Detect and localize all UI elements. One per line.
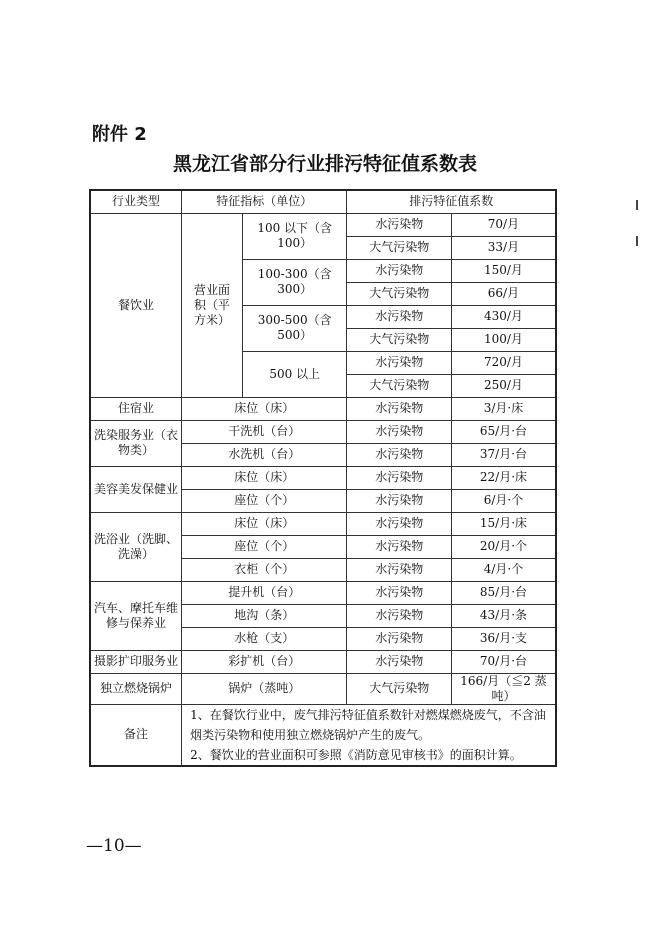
value-cell: 250/月 xyxy=(451,374,556,397)
value-cell: 70/月·台 xyxy=(451,650,556,673)
pollutant-cell: 水污染物 xyxy=(347,305,451,328)
pollutant-cell: 水污染物 xyxy=(347,213,451,236)
pollutant-cell: 大气污染物 xyxy=(347,236,451,259)
indicator-cell: 床位（床） xyxy=(182,397,347,420)
page-number: —10— xyxy=(86,836,142,856)
attachment-label: 附件 2 xyxy=(92,124,147,145)
indicator-cell: 床位（床） xyxy=(182,466,347,489)
value-cell: 6/月·个 xyxy=(451,489,556,512)
value-cell: 4/月·个 xyxy=(451,558,556,581)
note-label: 备注 xyxy=(90,704,182,766)
pollutant-cell: 水污染物 xyxy=(347,604,451,627)
indicator-cell: 锅炉（蒸吨） xyxy=(182,673,347,704)
table-row xyxy=(90,512,556,535)
value-cell: 43/月·条 xyxy=(451,604,556,627)
pollutant-cell: 水污染物 xyxy=(347,443,451,466)
pollutant-cell: 水污染物 xyxy=(347,512,451,535)
note-line-2: 2、餐饮业的营业面积可参照《消防意见审核书》的面积计算。 xyxy=(190,747,522,762)
indicator-cell: 地沟（条） xyxy=(182,604,347,627)
industry-auto: 汽车、摩托车维修与保养业 xyxy=(90,581,182,650)
indicator-cell: 床位（床） xyxy=(182,512,347,535)
header-row xyxy=(90,190,556,213)
indicator-cell: 座位（个） xyxy=(182,489,347,512)
area-label: 营业面积（平方米） xyxy=(182,213,243,397)
value-cell: 70/月 xyxy=(451,213,556,236)
value-cell: 20/月·个 xyxy=(451,535,556,558)
pollutant-cell: 水污染物 xyxy=(347,535,451,558)
pollutant-cell: 水污染物 xyxy=(347,558,451,581)
value-cell: 15/月·床 xyxy=(451,512,556,535)
indicator-cell: 水洗机（台） xyxy=(182,443,347,466)
pollutant-cell: 水污染物 xyxy=(347,627,451,650)
value-cell: 66/月 xyxy=(451,282,556,305)
value-cell: 166/月（≦2 蒸吨） xyxy=(451,673,556,704)
value-cell: 37/月·台 xyxy=(451,443,556,466)
scan-mark xyxy=(636,236,638,246)
value-cell: 430/月 xyxy=(451,305,556,328)
value-cell: 85/月·台 xyxy=(451,581,556,604)
table-row xyxy=(90,650,556,673)
table-row xyxy=(90,673,556,704)
value-cell: 720/月 xyxy=(451,351,556,374)
pollutant-cell: 水污染物 xyxy=(347,351,451,374)
indicator-cell: 衣柜（个） xyxy=(182,558,347,581)
pollutant-cell: 水污染物 xyxy=(347,650,451,673)
pollutant-cell: 大气污染物 xyxy=(347,282,451,305)
table-row xyxy=(90,466,556,489)
note-line-1: 1、在餐饮行业中，废气排污特征值系数针对燃煤燃烧废气，不含油烟类污染物和使用独立燃烧锅炉产生的废气。 xyxy=(190,707,546,742)
value-cell: 100/月 xyxy=(451,328,556,351)
value-cell: 33/月 xyxy=(451,236,556,259)
area-range: 100 以下（含 100） xyxy=(242,213,347,259)
header-coefficient: 排污特征值系数 xyxy=(347,190,556,213)
industry-boiler: 独立燃烧锅炉 xyxy=(90,673,182,704)
industry-beauty: 美容美发保健业 xyxy=(90,466,182,512)
indicator-cell: 提升机（台） xyxy=(182,581,347,604)
note-content xyxy=(182,704,556,766)
industry-catering: 餐饮业 xyxy=(90,213,182,397)
area-range: 500 以上 xyxy=(242,351,347,397)
table-row xyxy=(90,420,556,443)
value-cell: 36/月·支 xyxy=(451,627,556,650)
header-industry: 行业类型 xyxy=(90,190,182,213)
header-indicator: 特征指标（单位） xyxy=(182,190,347,213)
pollutant-cell: 水污染物 xyxy=(347,420,451,443)
scan-mark xyxy=(636,200,638,210)
table-row xyxy=(90,397,556,420)
indicator-cell: 座位（个） xyxy=(182,535,347,558)
value-cell: 150/月 xyxy=(451,259,556,282)
value-cell: 3/月·床 xyxy=(451,397,556,420)
table-row xyxy=(90,213,556,236)
pollutant-cell: 水污染物 xyxy=(347,489,451,512)
area-range: 100-300（含 300） xyxy=(242,259,347,305)
pollutant-cell: 水污染物 xyxy=(347,581,451,604)
value-cell: 22/月·床 xyxy=(451,466,556,489)
pollutant-cell: 水污染物 xyxy=(347,397,451,420)
table-row xyxy=(90,581,556,604)
industry-hotel: 住宿业 xyxy=(90,397,182,420)
area-range: 300-500（含 500） xyxy=(242,305,347,351)
industry-photo: 摄影扩印服务业 xyxy=(90,650,182,673)
pollutant-cell: 水污染物 xyxy=(347,466,451,489)
pollutant-cell: 水污染物 xyxy=(347,259,451,282)
industry-bath: 洗浴业（洗脚、洗澡） xyxy=(90,512,182,581)
pollutant-cell: 大气污染物 xyxy=(347,374,451,397)
coefficient-table xyxy=(89,189,557,767)
indicator-cell: 干洗机（台） xyxy=(182,420,347,443)
indicator-cell: 水枪（支） xyxy=(182,627,347,650)
note-row xyxy=(90,704,556,766)
value-cell: 65/月·台 xyxy=(451,420,556,443)
industry-laundry: 洗染服务业（衣物类） xyxy=(90,420,182,466)
document-title: 黑龙江省部分行业排污特征值系数表 xyxy=(172,153,477,175)
pollutant-cell: 大气污染物 xyxy=(347,328,451,351)
indicator-cell: 彩扩机（台） xyxy=(182,650,347,673)
pollutant-cell: 大气污染物 xyxy=(347,673,451,704)
